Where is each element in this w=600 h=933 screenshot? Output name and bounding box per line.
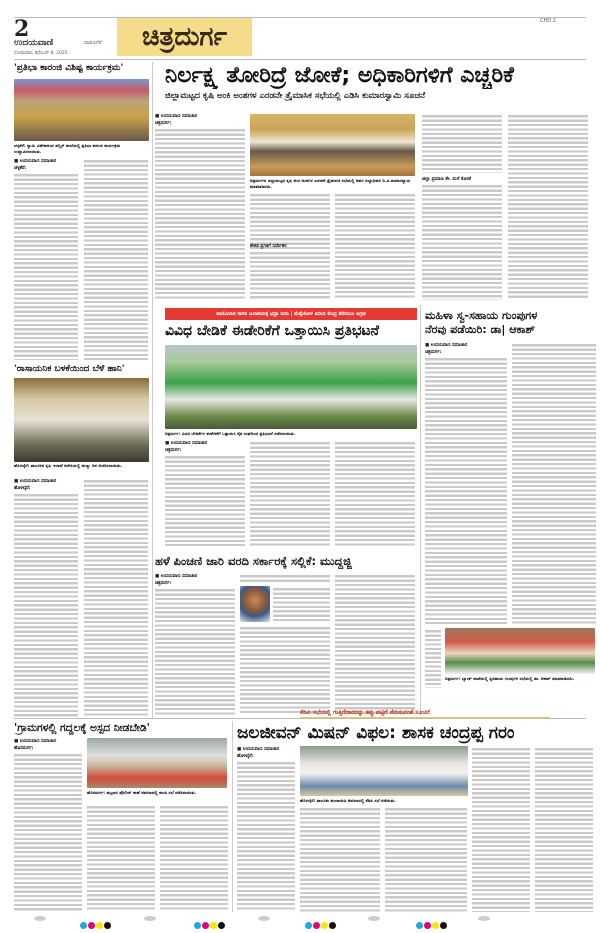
pension-body-col2c	[240, 625, 330, 715]
pratibha-caption: ಚಳ್ಳಕೆರೆ: ಸ್ವಾಮಿ ವಿವೇಕಾನಂದ ಪಬ್ಲಿಕ್ ಶಾಲೆಯಲ್ಲಿ ಪ್ರತಿಭಾ ಕಾರಂಜಿ ಕಾರ್ಯಕ್ರಮ ಉದ್ಘಾಟಿಸಲಾಯಿತು.	[14, 143, 121, 154]
page-number: 2	[14, 16, 30, 42]
left-col-divider	[152, 62, 153, 718]
jaljeevan-dateline: ಹೊಳಲ್ಕೆರೆ:	[237, 754, 254, 759]
pratibha-headline: 'ಪ್ರತಿಭಾ ಕಾರಂಜಿ ವಿಶಿಷ್ಟ ಕಾರ್ಯಕ್ರಮ'	[14, 63, 124, 73]
jaljeevan-photo	[300, 746, 468, 796]
registration-marks	[0, 914, 600, 926]
protest-body-col2	[250, 440, 330, 546]
jaljeevan-body-col4	[472, 746, 530, 912]
jaljeevan-body-col2	[300, 806, 380, 912]
lead-photo	[250, 114, 415, 176]
pension-headline: ಹಳೆ ಪಿಂಚಣಿ ಜಾರಿ ವರದಿ ಸರ್ಕಾರಕ್ಕೆ ಸಲ್ಲಿಕೆ: ಮುದ್ದಜ್ಜಿ	[155, 554, 352, 568]
section-divider	[14, 718, 586, 719]
jaljeevan-body-col1	[237, 760, 295, 912]
page-code: CHD 2	[540, 18, 556, 24]
lead-headline: ನಿರ್ಲಕ್ಷ್ಯ ತೋರಿದ್ರೆ ಜೋಕೆ; ಅಧಿಕಾರಿಗಳಿಗೆ ಎಚ್ಚರಿಕೆ	[165, 63, 514, 88]
protest-red-banner: ವಾಣಿವಿಲಾಸ ಸಾಗರ ಜಲಾಶಯಕ್ಕೆ ಭದ್ರಾ ನೀರು | ಮೆಕ್ಕೆಜೋಳ ಖರೀದಿ ಕೇಂದ್ರ ತೆರೆಯಲು ಆಗ್ರಹ	[165, 308, 417, 320]
print-oval	[34, 916, 46, 921]
brand-name: ಉದಯವಾಣಿ	[14, 38, 54, 48]
gramagalalli-body-col3	[160, 804, 228, 912]
pratibha-dateline: ಚಳ್ಳಕೆರೆ:	[14, 166, 27, 171]
rasayanika-body-col2	[84, 478, 148, 718]
gramagalalli-byline: ■ ಉದಯವಾಣಿ ಸಮಾಚಾರ	[14, 739, 57, 744]
color-marks-1	[80, 914, 112, 933]
print-oval	[258, 916, 270, 921]
mid-col-divider	[420, 305, 421, 715]
protest-byline: ■ ಉದಯವಾಣಿ ಸಮಾಚಾರ	[165, 441, 208, 446]
pratibha-body-col1	[14, 172, 78, 360]
pension-body-col2a	[240, 573, 330, 583]
pratibha-photo	[14, 79, 149, 141]
print-oval	[144, 916, 156, 921]
mahila-body-col1	[425, 356, 507, 624]
rasayanika-headline: 'ರಾಸಾಯನಿಕ ಬಳಕೆಯಿಂದ ಬೆಳೆ ಹಾನಿ'	[14, 364, 125, 374]
protest-photo	[165, 345, 417, 429]
pension-dateline: ಚಿತ್ರದುರ್ಗ:	[155, 581, 172, 586]
lead-subhead-1: ಶೇಕಡ ಪ್ರಗತಿಗೆ ನಿರ್ದೇಶನ	[250, 244, 287, 249]
section-banner: ಚಿತ್ರದುರ್ಗ	[117, 18, 252, 56]
pratibha-byline: ■ ಉದಯವಾಣಿ ಸಮಾಚಾರ	[14, 159, 57, 164]
color-marks-3	[305, 914, 337, 933]
pension-body-col3	[335, 573, 415, 715]
print-oval	[368, 916, 380, 921]
lead-subheadline: ಜಿಲ್ಲಾಮಟ್ಟದ ಕೃಷಿ ಅಂಕಿ ಅಂಶಗಳ ಎರಡನೇ ತ್ರೈಮಾಸಿಕ ಸಭೆಯಲ್ಲಿ ಎಡಿಸಿ ಕುಮಾರಸ್ವಾಮಿ ಸೂಚನೆ	[165, 91, 426, 101]
color-marks-4	[416, 914, 448, 933]
gramagalalli-photo	[87, 738, 227, 788]
mahila-photo	[445, 628, 595, 674]
jaljeevan-body-col3	[385, 806, 467, 912]
lead-subhead-2: ಜಿಲ್ಲಾ ಪ್ರಮಾಣ ಶೇ. ಮಳೆ ಕೊರತೆ	[422, 177, 472, 182]
lead-body-col4b	[422, 183, 502, 300]
rasayanika-caption: ಹೊಳಲ್ಕೆರೆ: ತಾಲೂಕಿನ ಕೃಷಿ ಇಲಾಖೆ ಕಚೇರಿಯಲ್ಲಿ ಮಣ್ಣು ದಿನ ಆಚರಿಸಲಾಯಿತು.	[14, 463, 123, 468]
protest-headline: ವಿವಿಧ ಬೇಡಿಕೆ ಈಡೇರಿಕೆಗೆ ಒತ್ತಾಯಿಸಿ ಪ್ರತಿಭಟನೆ	[165, 323, 379, 339]
bottom-col-divider	[232, 721, 233, 912]
protest-caption: ಚಿತ್ರದುರ್ಗ: ವಿವಿಧ ಬೇಡಿಕೆಗಳ ಈಡೇರಿಕೆಗೆ ಒತ್ತಾಯಿಸಿ ರೈತ ಸಂಘದಿಂದ ಪ್ರತಿಭಟನೆ ನಡೆಸಲಾಯಿತು.	[165, 431, 296, 436]
rasayanika-body-col1	[14, 492, 78, 718]
top-rule	[14, 17, 586, 18]
jaljeevan-body-col5	[535, 746, 593, 912]
gramagalalli-headline: 'ಗ್ರಾಮಗಳಲ್ಲಿ ಗದ್ದಲಕ್ಕೆ ಅಸ್ಪದ ನೀಡಬೇಡಿ'	[14, 722, 150, 734]
lead-body-col4a	[422, 113, 502, 173]
edition-label: ದಾವಣಗೆರೆ	[84, 40, 102, 46]
issue-date: ಸೋಮವಾರ, ಡಿಸೆಂಬರ್ 8, 2025	[14, 51, 68, 56]
jaljeevan-caption: ಹೊಳಲ್ಕೆರೆ: ತಾಲೂಕು ಪಂಚಾಯಿತಿ ಆವರಣದಲ್ಲಿ ಕೆಡಿಪಿ ಸಭೆ ನಡೆಯಿತು.	[300, 798, 396, 803]
pratibha-body-col2	[84, 158, 148, 360]
lead-body-col3	[335, 192, 415, 300]
mahila-caption: ಚಿತ್ರದುರ್ಗ: ಬ್ಯಾಂಕ್ ಶಾಖೆಯಲ್ಲಿ ಸ್ವಸಹಾಯ ಗುಂಪುಗಳ ಸಭೆಯಲ್ಲಿ ಡಾ. ಆಕಾಶ್ ಮಾತನಾಡಿದರು.	[445, 676, 575, 681]
lead-dateline: ಚಿತ್ರದುರ್ಗ:	[155, 121, 172, 126]
gramagalalli-caption: ಹೊಸದುರ್ಗ: ಪಟ್ಟಣದ ಪೊಲೀಸ್ ಠಾಣೆ ಆವರಣದಲ್ಲಿ ಶಾಂತಿ ಸಭೆ ನಡೆಸಲಾಯಿತು.	[87, 790, 197, 795]
lead-body-col1	[155, 127, 245, 299]
mahila-body-col2	[512, 342, 596, 624]
pension-byline: ■ ಉದಯವಾಣಿ ಸಮಾಚಾರ	[155, 574, 198, 579]
lead-body-col2b	[250, 250, 330, 300]
gramagalalli-body-col2	[87, 804, 155, 912]
mahila-dateline: ಚಿತ್ರದುರ್ಗ:	[425, 350, 442, 355]
jaljeevan-headline: ಜಲಜೀವನ್ ಮಿಷನ್ ವಿಫಲ: ಶಾಸಕ ಚಂದ್ರಪ್ಪ ಗರಂ	[237, 723, 515, 743]
rasayanika-byline: ■ ಉದಯವಾಣಿ ಸಮಾಚಾರ	[14, 479, 57, 484]
gramagalalli-body-col1	[14, 752, 82, 912]
mahila-headline-line2: ನೆರವು ಪಡೆಯಿರಿ: ಡಾ| ಆಕಾಶ್	[425, 323, 535, 336]
protest-body-col1	[165, 454, 245, 546]
lead-byline: ■ ಉದಯವಾಣಿ ಸಮಾಚಾರ	[155, 114, 198, 119]
jaljeevan-kicker: ಕೆಡಿಪಿ ಸಭೆಯಲ್ಲಿ ಗುತ್ತಿಗೆದಾರರನ್ನು ಕಪ್ಪು ಪಟ್ಟಿಗೆ ಸೇರಿಸುವಂತೆ ಸೂಚನೆ	[300, 709, 550, 718]
print-oval	[478, 916, 490, 921]
mahila-byline: ■ ಉದಯವಾಣಿ ಸಮಾಚಾರ	[425, 343, 468, 348]
mahila-body-col3	[425, 628, 441, 688]
protest-dateline: ಚಿತ್ರದುರ್ಗ:	[165, 448, 182, 453]
pension-portrait	[240, 586, 270, 622]
header-rule	[14, 59, 586, 60]
mahila-headline-line1: ಮಹಿಳಾ ಸ್ವ-ಸಹಾಯ ಗುಂಪುಗಳ	[425, 309, 538, 322]
lead-body-col5	[508, 113, 588, 300]
pension-body-col1	[155, 587, 235, 715]
color-marks-2	[194, 914, 226, 933]
rasayanika-dateline: ಹೊಳಲ್ಕೆರೆ:	[14, 486, 31, 491]
lead-caption: ಚಿತ್ರದುರ್ಗದ ಜಿಲ್ಲಾಮಟ್ಟದ ಕೃಷಿ ಅಂಕಿ ಅಂಶಗಳ ಎರಡನೇ ತ್ರೈಮಾಸಿಕ ಸಭೆಯಲ್ಲಿ ಅಪರ ಜಿಲ್ಲಾಧಿಕಾರಿ ಬಿ.ಟಿ.ಕುಮಾರಸ್ವಾಮಿ ಮಾತನಾಡಿದರು.	[250, 178, 411, 189]
protest-body-col3	[335, 440, 415, 546]
gramagalalli-dateline: ಹೊಸದುರ್ಗ:	[14, 746, 34, 751]
jaljeevan-byline: ■ ಉದಯವಾಣಿ ಸಮಾಚಾರ	[237, 747, 280, 752]
rasayanika-photo	[14, 378, 149, 462]
pension-body-col2b	[273, 586, 330, 622]
